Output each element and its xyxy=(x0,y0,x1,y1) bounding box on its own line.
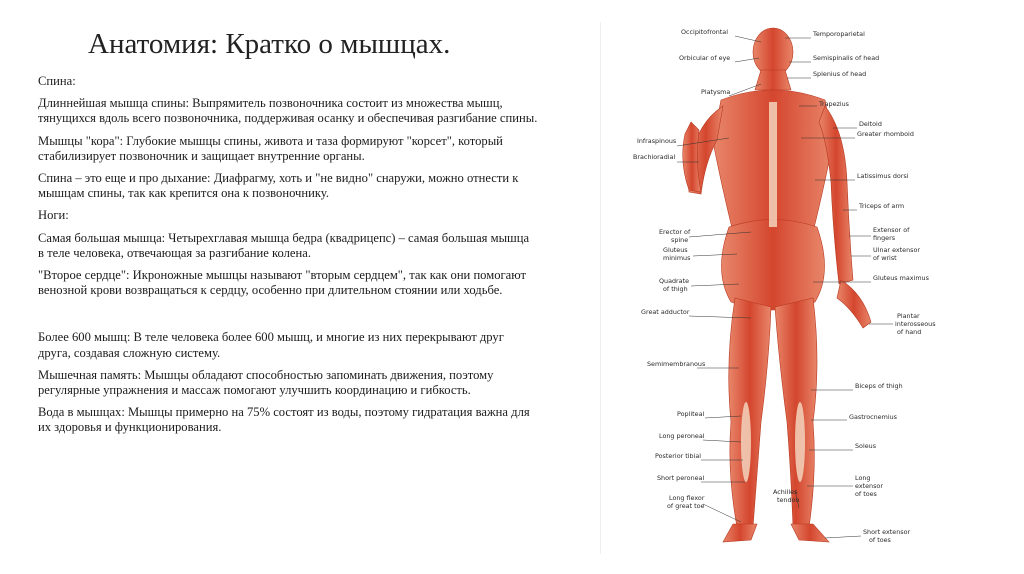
label-quadrate-thigh-2: of thigh xyxy=(663,285,688,293)
paragraph-water: Вода в мышцах: Мышцы примерно на 75% состоят из воды, поэтому гидратация важна для их здоровья и функционирования. xyxy=(38,405,530,435)
paragraph-muscle-memory: Мышечная память: Мышцы обладают способностью запоминать движения, поэтому регулярные упражнения и массаж помогают улучшить координацию и гибкость. xyxy=(38,367,494,398)
label-orbicular-eye: Orbicular of eye xyxy=(679,54,731,62)
label-biceps-thigh: Biceps of thigh xyxy=(855,382,903,390)
label-latissimus-dorsi: Latissimus dorsi xyxy=(857,172,909,180)
paragraph-600-muscles: Более 600 мышц: В теле человека более 600 мышц, и многие из них перекрывают друг друга, создавая сложную систему. xyxy=(38,330,504,360)
label-gluteus-maximus: Gluteus maximus xyxy=(873,274,929,282)
label-popliteal: Popliteal xyxy=(677,410,705,418)
label-ulnar-extensor-2: of wrist xyxy=(873,254,897,262)
label-achilles-1: Achilles xyxy=(773,488,798,496)
label-triceps-arm: Triceps of arm xyxy=(859,202,905,210)
paragraph-erector-spine: Длиннейшая мышца спины: Выпрямитель позвоночника состоит из множества мышц, тянущихся вдоль всего позвоночника, поддерживая осанку и обеспечивая разгибание спины. xyxy=(38,96,538,126)
label-short-extensor-toes-2: of toes xyxy=(869,536,891,544)
slide-title: Анатомия: Кратко о мышцах. xyxy=(88,28,451,60)
label-platysma: Platysma xyxy=(701,88,731,96)
label-plantar-1: Plantar xyxy=(897,312,920,320)
muscle-body-illustration xyxy=(601,22,979,554)
paragraph-core-muscles: Мышцы "кора": Глубокие мышцы спины, живота и таза формируют "корсет", который стабилизирует позвоночник и защищает внутренние органы. xyxy=(38,133,503,163)
label-semispinalis-head: Semispinalis of head xyxy=(813,54,880,62)
label-gastrocnemius: Gastrocnemius xyxy=(849,413,897,421)
label-short-extensor-toes-1: Short extensor xyxy=(863,528,911,536)
label-erector-spine-1: Erector of xyxy=(659,228,691,236)
label-occipitofrontal: Occipitofrontal xyxy=(681,28,728,36)
label-erector-spine-2: spine xyxy=(671,236,689,244)
paragraph-diaphragm: Спина – это еще и про дыхание: Диафрагму, хоть и "не видно" снаружи, можно отнести к мышцам спины, так как крепится она к позвоночнику. xyxy=(38,171,519,201)
slide-body xyxy=(38,74,538,443)
label-extensor-fingers-2: fingers xyxy=(873,234,896,242)
label-plantar-3: of hand xyxy=(897,328,922,336)
label-gluteus-minimus-1: Gluteus xyxy=(663,246,688,254)
label-deltoid: Deltoid xyxy=(859,120,882,128)
muscle-anatomy-figure xyxy=(600,22,979,554)
paragraph-back-heading: Спина: xyxy=(38,74,76,88)
label-greater-rhomboid: Greater rhomboid xyxy=(857,130,914,138)
label-semimembranous: Semimembranous xyxy=(647,360,706,368)
label-quadrate-thigh-1: Quadrate xyxy=(659,277,690,285)
label-brachioradial: Brachioradial xyxy=(633,153,676,161)
label-temporoparietal: Temporoparietal xyxy=(813,30,865,38)
label-great-adductor: Great adductor xyxy=(641,308,690,316)
label-long-extensor-toes-2: extensor xyxy=(855,482,883,490)
paragraph-legs-heading: Ноги: xyxy=(38,208,69,223)
label-posterior-tibial: Posterior tibial xyxy=(655,452,702,460)
label-long-flexor-1: Long flexor xyxy=(669,494,705,502)
label-splenius-head: Splenius of head xyxy=(813,70,867,78)
label-ulnar-extensor-1: Ulnar extensor xyxy=(873,246,921,254)
right-labels xyxy=(812,30,936,544)
label-long-extensor-toes-3: of toes xyxy=(855,490,877,498)
label-infraspinous: Infraspinous xyxy=(637,137,677,145)
label-soleus: Soleus xyxy=(855,442,877,450)
label-long-peroneal: Long peroneal xyxy=(659,432,705,440)
label-gluteus-minimus-2: minimus xyxy=(663,254,691,262)
label-long-extensor-toes-1: Long xyxy=(855,474,871,482)
label-extensor-fingers-1: Extensor of xyxy=(873,226,910,234)
label-long-flexor-2: of great toe xyxy=(667,502,705,510)
label-trapezius: Trapezius xyxy=(819,100,850,108)
label-short-peroneal: Short peroneal xyxy=(657,474,705,482)
label-achilles-2: tendon xyxy=(777,496,800,504)
label-plantar-2: interosseous xyxy=(895,320,936,328)
paragraph-second-heart: "Второе сердце": Икроножные мышцы называют "вторым сердцем", так как они помогают венозной крови возвращаться к сердцу, особенно при длительном стоянии или ходьбе. xyxy=(38,268,527,298)
paragraph-quadriceps: Самая большая мышца: Четырехглавая мышца бедра (квадрицепс) – самая большая мышца в теле человека, отвечающая за разгибание колена. xyxy=(38,230,530,260)
